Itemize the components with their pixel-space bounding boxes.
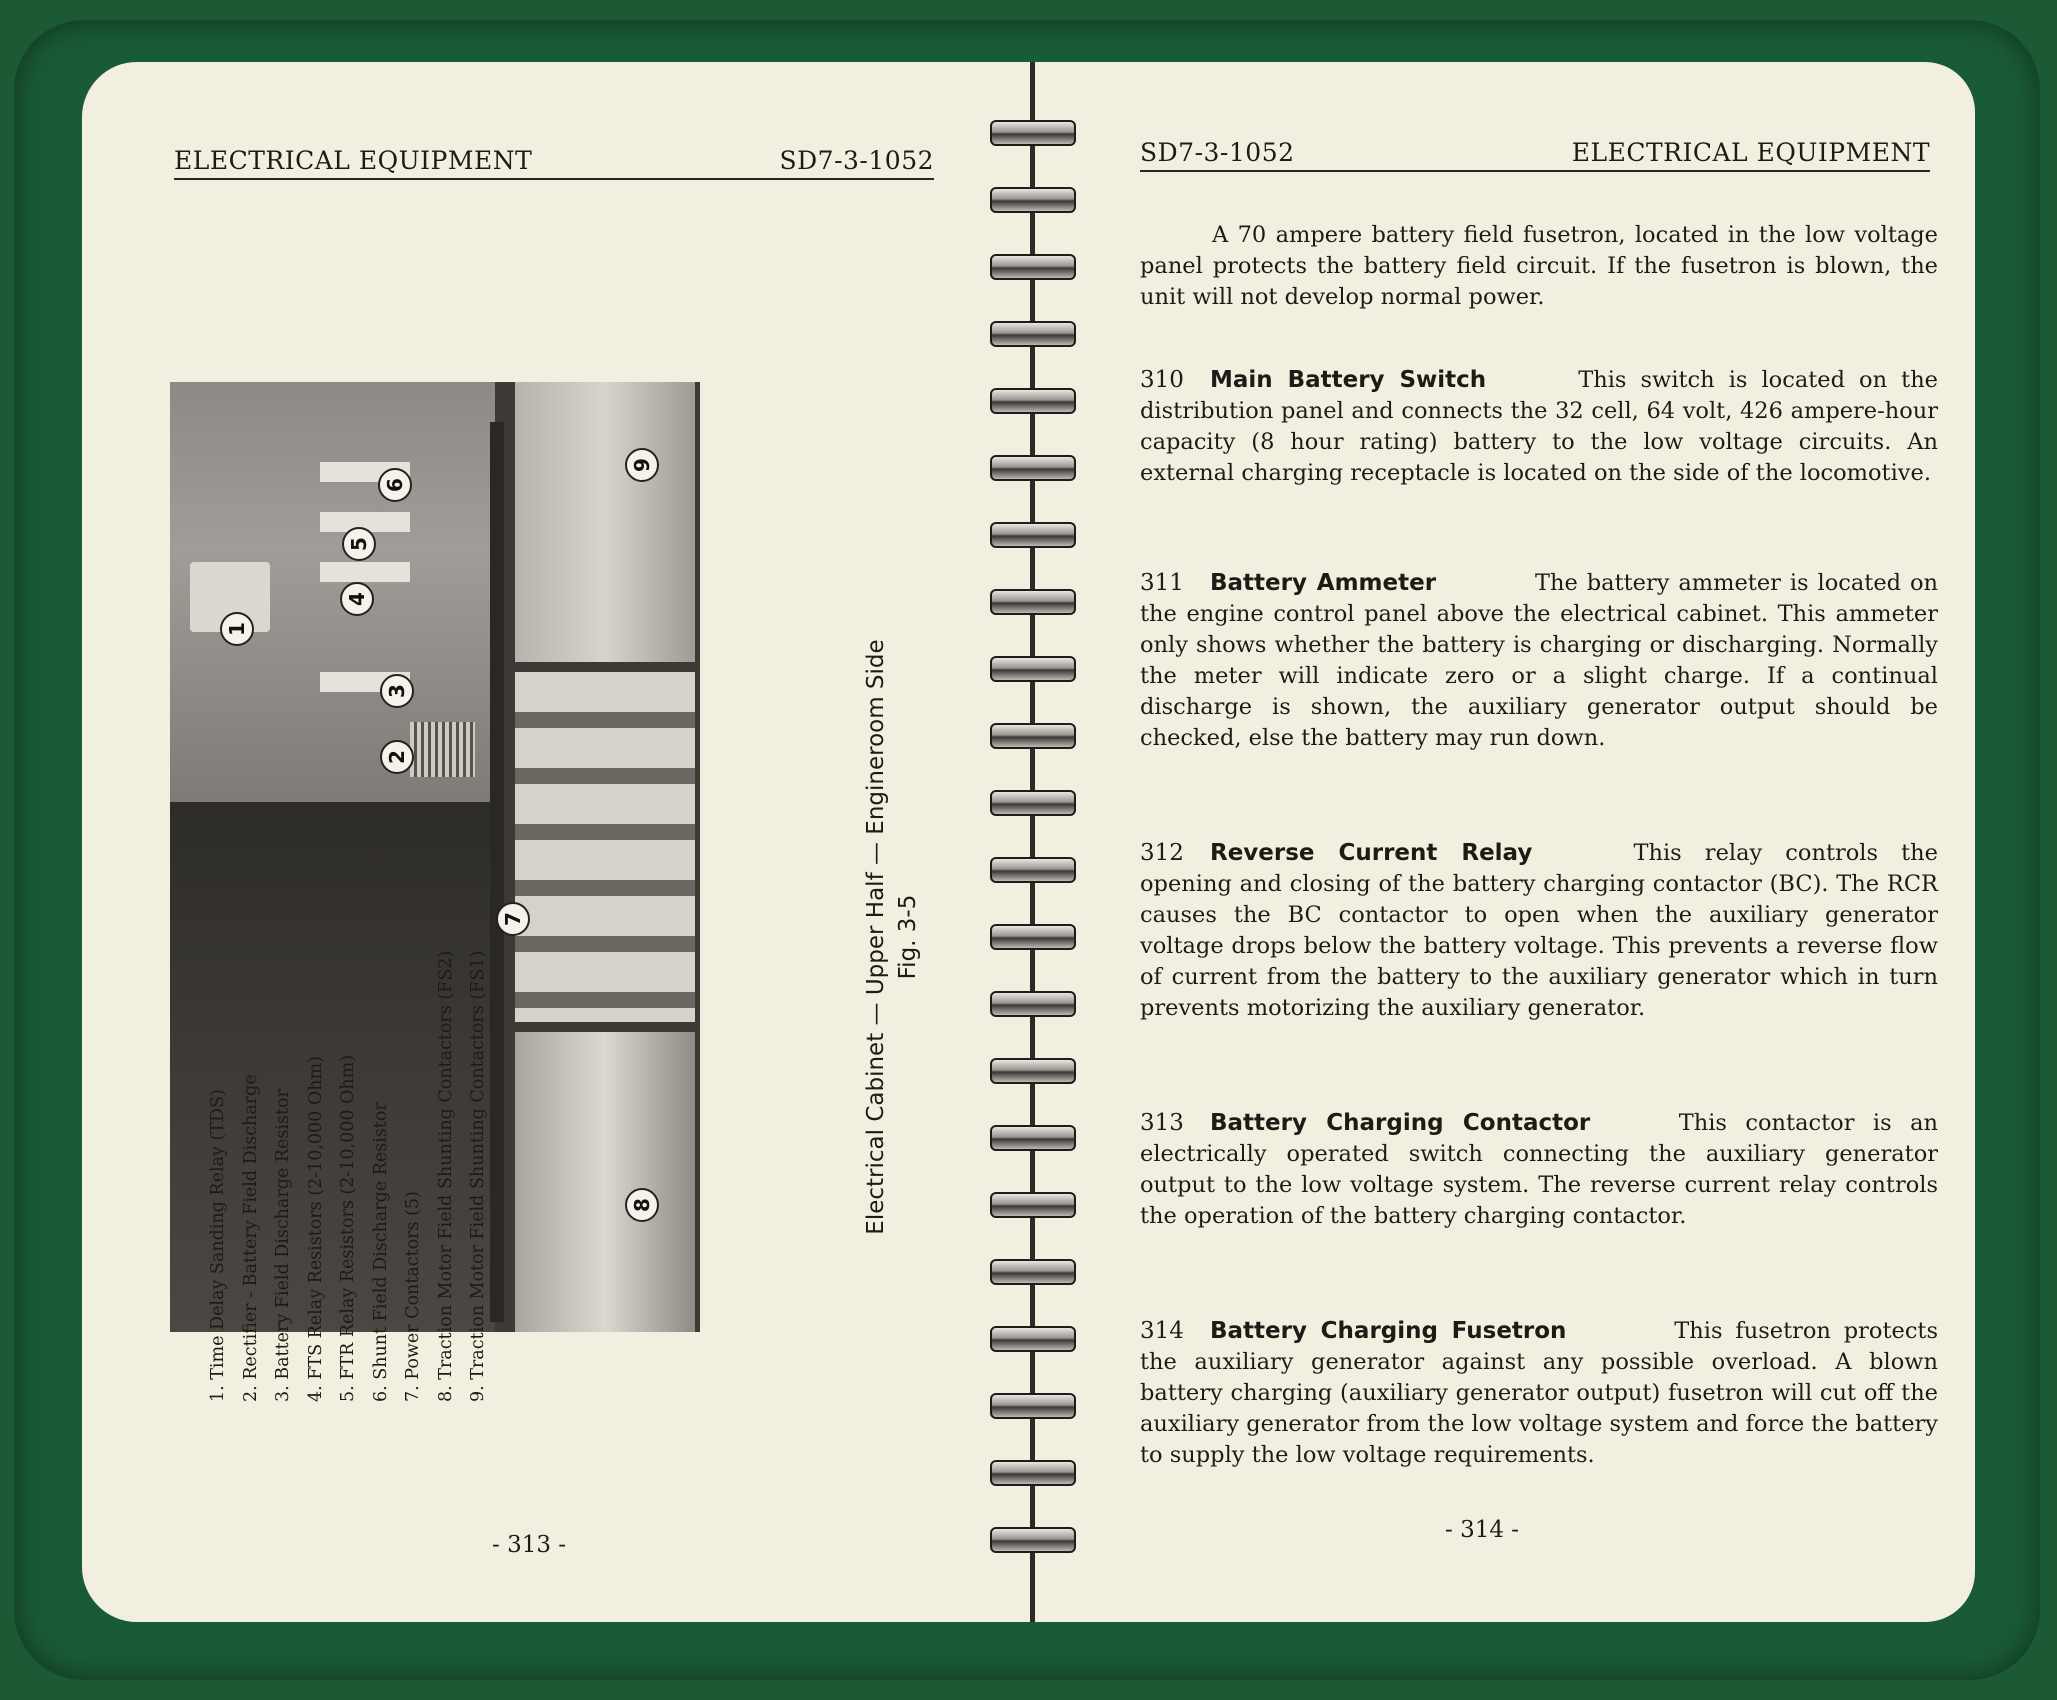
contactor-row-fs2 — [515, 1032, 695, 1332]
legend-item: 1. Time Delay Sanding Relay (TDS) — [208, 1089, 228, 1402]
callout-1: 1 — [220, 612, 254, 646]
spiral-ring — [990, 1259, 1076, 1285]
spiral-ring — [990, 522, 1076, 548]
spiral-ring — [990, 254, 1076, 280]
legend-item: 7. Power Contactors (5) — [403, 1191, 423, 1402]
callout-2: 2 — [380, 740, 414, 774]
legend-item: 8. Traction Motor Field Shunting Contactors (FS2) — [435, 950, 456, 1402]
legend-item: 5. FTR Relay Resistors (2-10,000 Ohm) — [338, 1054, 358, 1402]
section-heading: 314 Battery Charging Fusetron — [1140, 1318, 1567, 1344]
spiral-ring — [990, 388, 1076, 414]
section-312 — [1140, 838, 1938, 1024]
header-document-code: SD7-3-1052 — [779, 146, 934, 175]
spiral-ring — [990, 589, 1076, 615]
caption-figure-number: Fig. 3-5 — [895, 894, 921, 980]
callout-8: 8 — [625, 1188, 659, 1222]
spiral-ring — [990, 1125, 1076, 1151]
page-number: - 313 - — [492, 1532, 567, 1558]
legend-item: 9. Traction Motor Field Shunting Contactors (FS1) — [468, 950, 488, 1402]
legend-item: 2. Rectifier - Battery Field Discharge — [240, 1074, 261, 1402]
callout-7: 7 — [496, 902, 530, 936]
legend-item: 4. FTS Relay Resistors (2-10,000 Ohm) — [305, 1056, 326, 1402]
figure-caption — [860, 557, 924, 1317]
section-310 — [1140, 365, 1938, 489]
right-page — [1035, 62, 1975, 1622]
left-page-header — [174, 146, 934, 180]
spiral-ring — [990, 1393, 1076, 1419]
spiral-ring — [990, 991, 1076, 1017]
left-page — [82, 62, 1030, 1622]
section-heading: 310 Main Battery Switch — [1140, 367, 1487, 393]
callout-4: 4 — [340, 582, 374, 616]
caption-title: Electrical Cabinet — Upper Half — Engineroom Side — [863, 639, 889, 1235]
power-contactor-row — [515, 672, 695, 1022]
contactor-row-fs1 — [515, 382, 695, 662]
spiral-ring — [990, 187, 1076, 213]
section-311 — [1140, 568, 1938, 754]
spiral-ring — [990, 120, 1076, 146]
spiral-ring — [990, 857, 1076, 883]
spiral-ring — [990, 1326, 1076, 1352]
section-body: This contactor is an electrically operated switch connecting the auxiliary generator output to the low voltage system. The reverse current relay controls the operation of the battery charging contactor. — [1140, 1110, 1939, 1229]
figure-legend — [202, 762, 495, 1402]
header-section-title: ELECTRICAL EQUIPMENT — [174, 146, 533, 175]
resistor-panel — [170, 382, 495, 802]
spiral-ring — [990, 321, 1076, 347]
legend-item: 3. Battery Field Discharge Resistor — [273, 1089, 293, 1402]
spiral-ring — [990, 723, 1076, 749]
spiral-ring — [990, 1192, 1076, 1218]
section-314 — [1140, 1316, 1938, 1471]
right-page-header — [1140, 138, 1930, 172]
section-heading: 313 Battery Charging Contactor — [1140, 1110, 1591, 1136]
section-body: This switch is located on the distribution panel and connects the 32 cell, 64 volt, 426 ampere-hour capacity (8 hour rating) battery to the low voltage circuits. An external charging receptacle is located on the side of the locomotive. — [1140, 367, 1938, 486]
section-body: This fusetron protects the auxiliary generator against any possible overload. A blown battery charging (auxiliary generator output) fusetron will cut off the auxiliary generator from the low voltage system and force the battery to supply the low voltage requirements. — [1140, 1318, 1939, 1468]
spiral-ring — [990, 656, 1076, 682]
spiral-ring — [990, 1460, 1076, 1486]
spiral-ring — [990, 1527, 1076, 1553]
page-number: - 314 - — [1445, 1517, 1520, 1543]
intro-paragraph: A 70 ampere battery field fusetron, located in the low voltage panel protects the battery field circuit. If the fusetron is blown, the unit will not develop normal power. — [1140, 222, 1938, 310]
legend-item: 6. Shunt Field Discharge Resistor — [370, 1102, 391, 1402]
callout-3: 3 — [380, 674, 414, 708]
section-313 — [1140, 1108, 1938, 1232]
header-document-code: SD7-3-1052 — [1140, 138, 1295, 167]
spiral-ring — [990, 924, 1076, 950]
spiral-ring — [990, 790, 1076, 816]
section-body: The battery ammeter is located on the engine control panel above the electrical cabinet. This ammeter only shows whether the battery is charging or discharging. Normally the meter will indicate zero or a slight charge. If a continual discharge is shown, the auxiliary generator output should be checked, else the battery may run down. — [1140, 570, 1939, 751]
header-section-title: ELECTRICAL EQUIPMENT — [1571, 138, 1930, 167]
callout-9: 9 — [625, 448, 659, 482]
spiral-ring — [990, 455, 1076, 481]
spiral-ring — [990, 1058, 1076, 1084]
section-heading: 312 Reverse Current Relay — [1140, 840, 1533, 866]
callout-6: 6 — [378, 468, 412, 502]
callout-5: 5 — [342, 527, 376, 561]
section-body: This relay controls the opening and closing of the battery charging contactor (BC). The RCR causes the BC contactor to open when the auxiliary generator voltage drops below the battery voltage. This prevents a reverse flow of current from the battery to the auxiliary generator which in turn prevents motorizing the auxiliary generator. — [1140, 840, 1938, 1021]
resistor — [320, 562, 410, 582]
section-heading: 311 Battery Ammeter — [1140, 570, 1437, 596]
